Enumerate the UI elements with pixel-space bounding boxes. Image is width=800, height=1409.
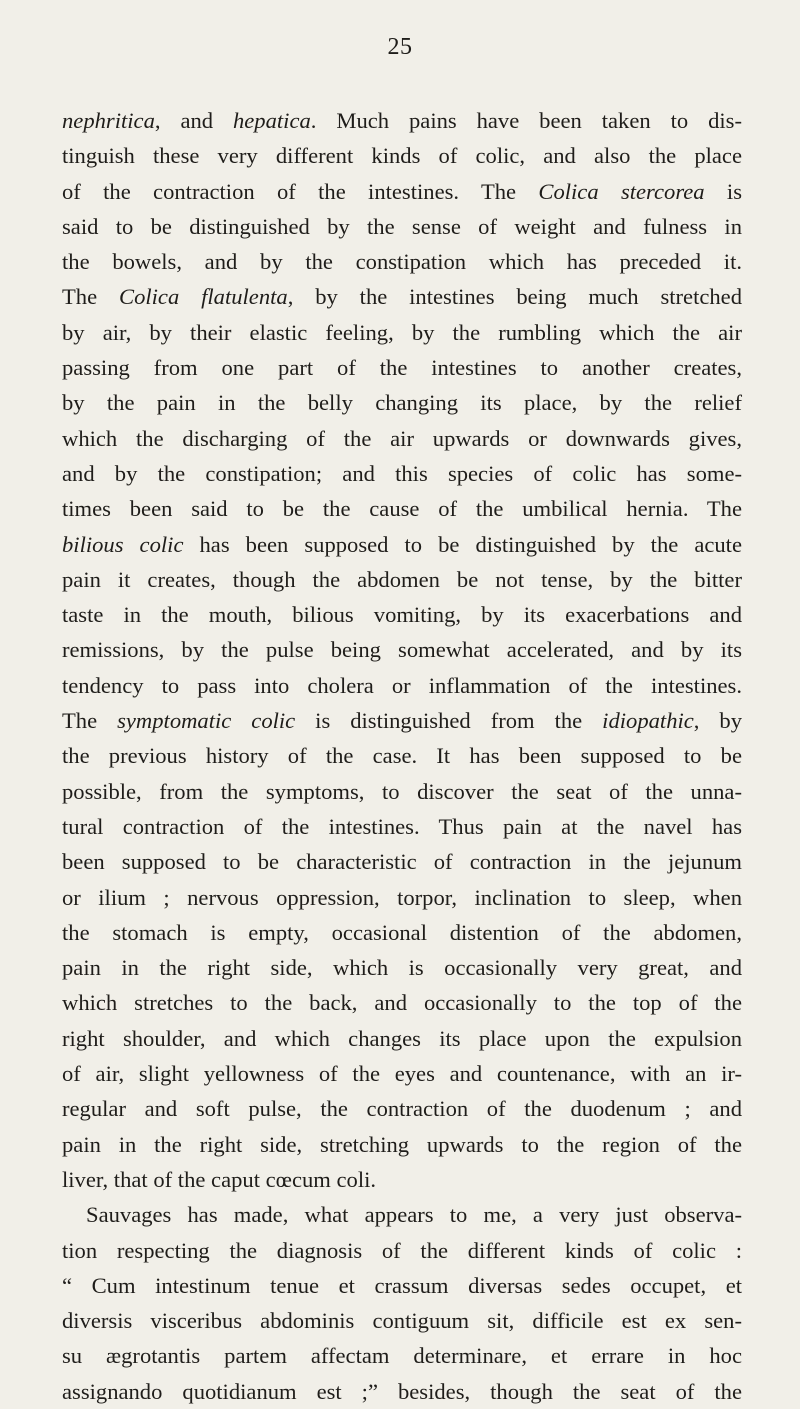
text-segment: Sauvages has made, what appears to me, a very just observa- [86, 1202, 742, 1228]
text-line [62, 1338, 742, 1373]
text-segment: or ilium ; nervous oppression, torpor, inclination to sleep, when [62, 884, 742, 910]
text-line [62, 315, 742, 350]
italic-term: idiopathic [602, 708, 694, 734]
text-segment: regular and soft pulse, the contraction of the duodenum ; and [62, 1096, 742, 1122]
text-line [62, 738, 742, 773]
text-line [62, 1233, 742, 1268]
text-line [62, 527, 742, 562]
text-line [62, 844, 742, 879]
text-line [62, 809, 742, 844]
italic-term: nephritica [62, 108, 155, 133]
text-segment: The [62, 708, 118, 734]
text-line [62, 244, 742, 279]
text-line [62, 774, 742, 809]
text-segment: tinguish these very different kinds of colic, and also the place [62, 143, 742, 169]
text-segment: taste in the mouth, bilious vomiting, by its exacerbations and [62, 602, 742, 628]
text-segment: the previous history of the case. It has been supposed to be [62, 743, 742, 769]
text-segment: right shoulder, and which changes its place upon the expulsion [62, 1025, 742, 1051]
text-line [62, 1374, 742, 1409]
italic-term: hepatica [232, 108, 311, 133]
text-segment: The [62, 284, 119, 310]
italic-term: symptomatic colic [117, 708, 296, 734]
text-line [62, 1303, 742, 1338]
italic-term: Colica flatulenta [119, 284, 288, 310]
text-line [62, 1021, 742, 1056]
text-segment: pain in the right side, which is occasionally very great, and [62, 955, 742, 981]
text-line [62, 350, 742, 385]
text-line [62, 1091, 742, 1126]
text-line [62, 456, 742, 491]
text-segment: diversis visceribus abdominis contiguum sit, difficile est ex sen- [62, 1308, 742, 1334]
text-segment: su ægrotantis partem affectam determinare, et errare in hoc [62, 1343, 742, 1369]
text-line [62, 915, 742, 950]
text-segment: is distinguished from the [295, 708, 603, 734]
text-segment: by the pain in the belly changing its place, by the relief [62, 390, 742, 416]
text-segment: the stomach is empty, occasional distention of the abdomen, [62, 919, 742, 945]
text-segment: possible, from the symptoms, to discover the seat of the unna- [62, 778, 742, 804]
text-line [62, 421, 742, 456]
text-segment: . Much pains have been taken to dis- [310, 108, 742, 133]
text-segment: , by [693, 708, 743, 734]
text-segment: by air, by their elastic feeling, by the rumbling which the air [62, 319, 742, 345]
text-line [62, 138, 742, 173]
text-line [62, 668, 742, 703]
text-segment: tion respecting the diagnosis of the different kinds of colic : [62, 1237, 742, 1263]
text-segment: been supposed to be characteristic of contraction in the jejunum [62, 849, 742, 875]
text-segment: which the discharging of the air upwards or downwards gives, [62, 425, 742, 451]
text-line [62, 385, 742, 420]
text-segment: pain it creates, though the abdomen be not tense, by the bitter [62, 566, 742, 592]
text-line [62, 1056, 742, 1091]
text-line [62, 1127, 742, 1162]
text-segment: is [704, 178, 742, 204]
text-segment: pain in the right side, stretching upwards to the region of the [62, 1131, 742, 1157]
text-segment: the bowels, and by the constipation which has preceded it. [62, 249, 742, 275]
text-line [62, 279, 742, 314]
text-segment: , by the intestines being much stretched [287, 284, 743, 310]
text-line [62, 880, 742, 915]
text-segment: times been said to be the cause of the umbilical hernia. The [62, 496, 742, 522]
text-line [62, 562, 742, 597]
text-segment: assignando quotidianum est ;” besides, though the seat of the [62, 1378, 742, 1404]
text-line [62, 597, 742, 632]
text-line [62, 1268, 742, 1303]
text-segment: of the contraction of the intestines. The [62, 178, 539, 204]
text-segment: “ Cum intestinum tenue et crassum diversas sedes occupet, et [62, 1272, 742, 1298]
text-line [62, 950, 742, 985]
text-segment: liver, that of the caput cœcum coli. [62, 1166, 377, 1192]
text-line [62, 491, 742, 526]
text-segment: said to be distinguished by the sense of weight and fulness in [62, 213, 742, 239]
text-line [62, 985, 742, 1020]
text-segment: which stretches to the back, and occasionally to the top of the [62, 990, 742, 1016]
italic-term: Colica stercorea [538, 178, 705, 204]
text-line [62, 103, 742, 138]
text-segment: tural contraction of the intestines. Thus pain at the navel has [62, 813, 742, 839]
text-line [62, 209, 742, 244]
text-line [62, 1197, 742, 1232]
text-segment: passing from one part of the intestines to another creates, [62, 355, 742, 381]
italic-term: bilious colic [62, 531, 184, 557]
page-number: 25 [387, 34, 413, 60]
text-line [62, 174, 742, 209]
text-line [62, 1162, 742, 1197]
text-segment: tendency to pass into cholera or inflammation of the intestines. [62, 672, 742, 698]
text-line [62, 703, 742, 738]
text-segment: has been supposed to be distinguished by the acute [183, 531, 742, 557]
text-segment: of air, slight yellowness of the eyes and countenance, with an ir- [62, 1061, 742, 1087]
text-line [62, 632, 742, 667]
body-text [62, 103, 742, 1409]
text-segment: , and [154, 108, 233, 133]
text-segment: and by the constipation; and this species of colic has some- [62, 460, 742, 486]
text-segment: remissions, by the pulse being somewhat accelerated, and by its [62, 637, 742, 663]
